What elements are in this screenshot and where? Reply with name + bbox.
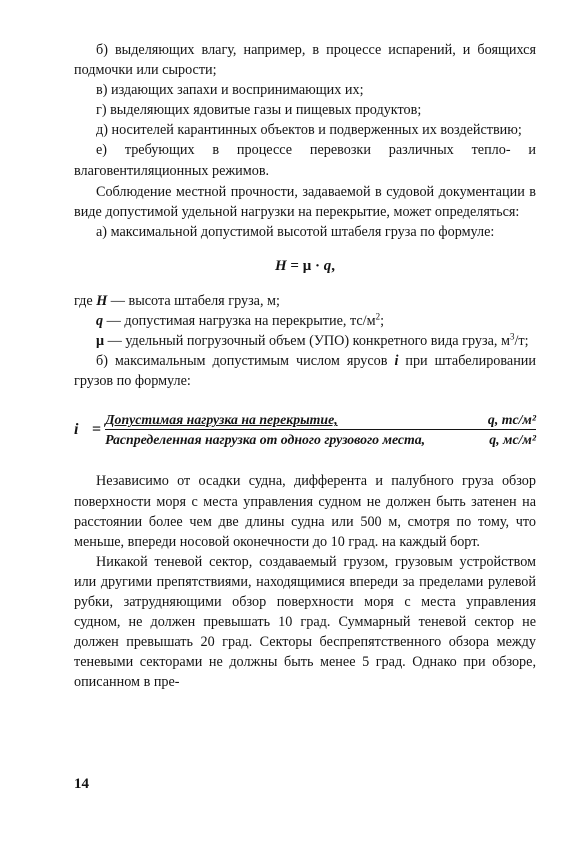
item-b-end: при штабелировании грузов по формуле: bbox=[74, 353, 536, 390]
where-q-text: — допустимая нагрузка на перекрытие, тс/м bbox=[103, 313, 376, 330]
fraction-denominator bbox=[105, 430, 536, 449]
formula-tiers-var: i bbox=[74, 420, 79, 438]
paragraph-shadow-sector: Никакой теневой сектор, создаваемый грузом, грузовым устройством или другими препятствиями, находящимися впереди за пределами рулевой рубки, затрудняющими обзор поверхности моря с места управления судном, не должен превышать 10 град. Суммарный теневой сектор не должен превышать 20 град. Секторы беспрепятственного обзора между теневыми секторами не должны быть менее 5 град. Однако при обзоре, описанном в пре- bbox=[74, 553, 536, 691]
formula-tiers-eq: = bbox=[92, 420, 102, 438]
where-prefix: где bbox=[74, 292, 97, 309]
item-b-var: i bbox=[394, 353, 399, 370]
where-mu-line bbox=[74, 331, 536, 351]
paragraph-visibility: Независимо от осадки судна, дифферента и палубного груза обзор поверхности моря с места управления судном не должен быть затенен на расстоянии более чем две длины судна или 500 м, смотря по тому, что меньше, впереди носовой оконечности до 10 град. на каждый борт. bbox=[74, 473, 536, 550]
list-item-v-odors: в) издающих запахи и воспринимающих их; bbox=[96, 82, 364, 99]
where-mu-var: μ bbox=[96, 333, 105, 350]
where-h-var: H bbox=[96, 292, 108, 309]
formula-h-end: , bbox=[331, 257, 335, 274]
page-number: 14 bbox=[74, 776, 89, 792]
formula-h-rhs: q bbox=[323, 257, 332, 274]
where-q-end: ; bbox=[380, 313, 385, 330]
formula-h-var: H bbox=[275, 257, 287, 274]
where-h-line bbox=[74, 291, 536, 311]
fraction bbox=[105, 410, 536, 449]
text-block-top bbox=[74, 40, 536, 242]
list-item-d-quarantine: д) носителей карантинных объектов и подверженных их воздействию; bbox=[96, 122, 522, 139]
denominator-unit: q, мс/м² bbox=[489, 432, 536, 448]
denominator-text: Распределенная нагрузка от одного грузового места, bbox=[105, 432, 426, 448]
list-item-a-max-height: а) максимальной допустимой высотой штабеля груза по формуле: bbox=[96, 223, 495, 240]
numerator-text: Допустимая нагрузка на перекрытие, bbox=[105, 412, 338, 428]
where-q-sup: 2 bbox=[375, 311, 381, 322]
text-block-bottom bbox=[74, 471, 536, 692]
list-item-b-tiers bbox=[74, 351, 536, 391]
where-h-text: — высота штабеля груза, м; bbox=[107, 292, 280, 309]
item-b-start: б) максимальным допустимым числом ярусов bbox=[96, 353, 395, 370]
list-item-b-moisture: б) выделяющих влагу, например, в процессе испарений, и боящихся подмочки или сырости; bbox=[74, 42, 536, 79]
list-item-g-toxic: г) выделяющих ядовитые газы и пищевых продуктов; bbox=[96, 102, 422, 119]
formula-height bbox=[74, 258, 536, 275]
numerator-unit: q, тс/м² bbox=[487, 412, 536, 428]
list-item-e-ventilation: е) требующих в процессе перевозки различных тепло- и влаговентиляционных режимов. bbox=[74, 142, 536, 179]
paragraph-local-strength: Соблюдение местной прочности, задаваемой в судовой документации в виде допустимой удельной нагрузки на перекрытие, может определяться: bbox=[74, 183, 536, 220]
fraction-numerator bbox=[105, 410, 536, 430]
where-mu-sup: 3 bbox=[509, 331, 515, 342]
formula-h-eq: = μ · bbox=[286, 257, 324, 274]
where-q-var: q bbox=[96, 313, 104, 330]
where-mu-end: /т; bbox=[514, 333, 529, 350]
where-mu-text: — удельный погрузочный объем (УПО) конкретного вида груза, м bbox=[104, 333, 510, 350]
where-q-line bbox=[74, 311, 536, 331]
formula-tiers bbox=[74, 410, 536, 449]
where-block bbox=[74, 291, 536, 391]
